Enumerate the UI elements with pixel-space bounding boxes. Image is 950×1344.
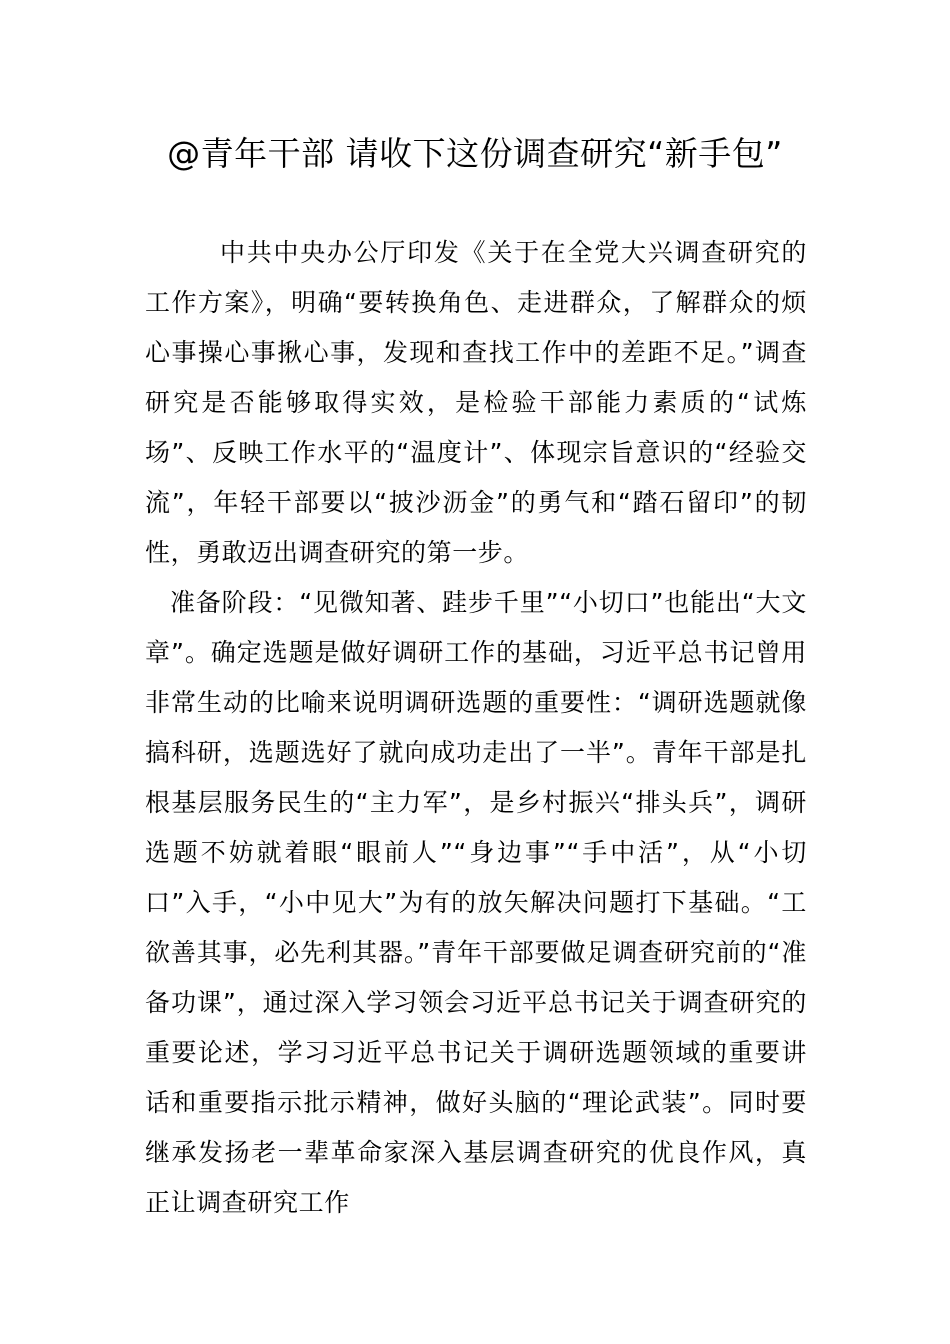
body-paragraph-intro: 中共中央办公厅印发《关于在全党大兴调查研究的工作方案》，明确“要转换角色、走进群众，了解群众的烦心事操心事揪心事，发现和查找工作中的差距不足。”调查研究是否能够取得实效，是检验干部能力素质的“试炼场”、反映工作水平的“温度计”、体现宗旨意识的“经验交流”，年轻干部要以“披沙沥金”的勇气和“踏石留印”的韧性，勇敢迈出调查研究的第一步。 xyxy=(145,238,807,567)
document-title: @青年干部 请收下这份调查研究“新手包” xyxy=(167,134,783,173)
body-paragraph-preparation: 准备阶段：“见微知著、跬步千里”“小切口”也能出“大文章”。确定选题是做好调研工作的基础，习近平总书记曾用非常生动的比喻来说明调研选题的重要性：“调研选题就像搞科研，选题选好了就向成功走出了一半”。青年干部是扎根基层服务民生的“主力军”，是乡村振兴“排头兵”，调研选题不妨就着眼“眼前人”“身边事”“手中活”，从“小切口”入手，“小中见大”为有的放矢解决问题打下基础。“工欲善其事，必先利其器。”青年干部要做足调查研究前的“准备功课”，通过深入学习领会习近平总书记关于调查研究的重要论述，学习习近平总书记关于调研选题领域的重要讲话和重要指示批示精神，做好头脑的“理论武装”。同时要继承发扬老一辈革命家深入基层调查研究的优良作风，真正让调查研究工作 xyxy=(145,588,807,1217)
